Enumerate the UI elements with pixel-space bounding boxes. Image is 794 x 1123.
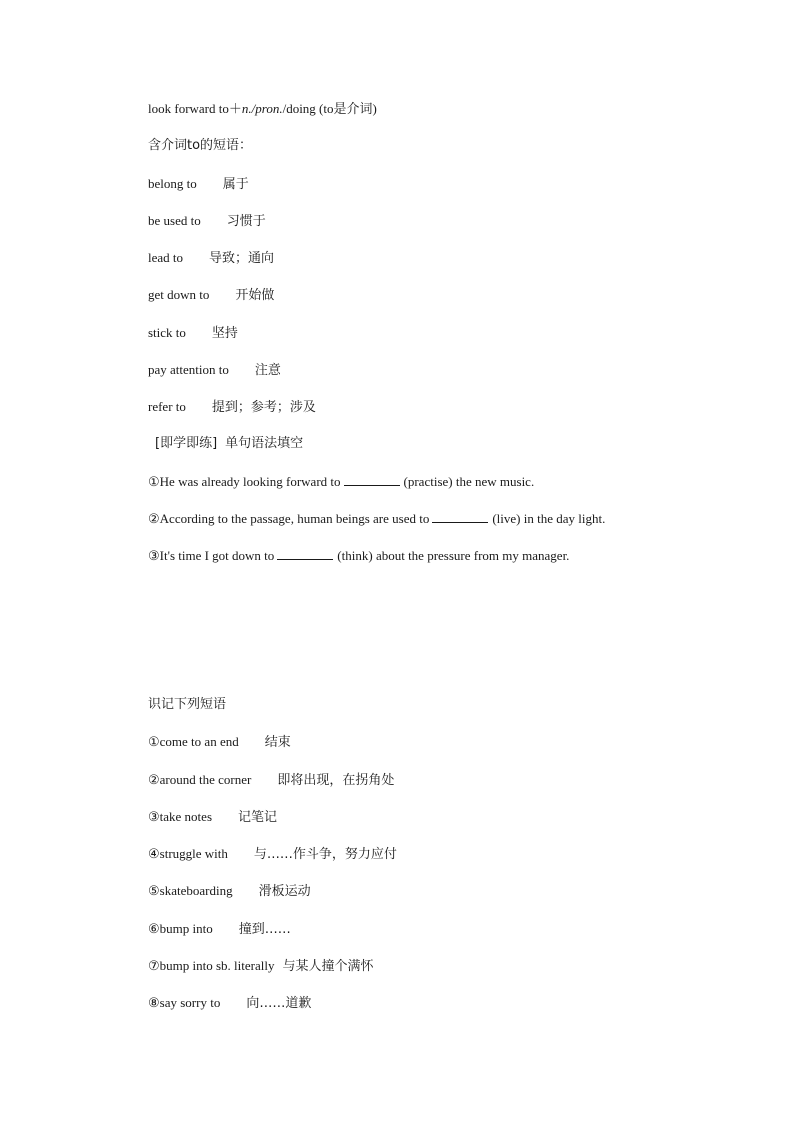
phrase-zh: 提到；参考；涉及 [211,400,316,415]
item-number: ④ [148,846,160,861]
item-zh: 撞到…… [238,922,291,937]
list-item [148,957,374,976]
exercise-hint: (think) [337,548,373,563]
practice-tag: [即学即练] [155,436,218,451]
exercise-item [148,547,569,565]
practice-title: 单句语法填空 [225,436,304,451]
rule-prefix: look forward to＋ [148,101,242,116]
item-number: ① [148,734,160,749]
item-en: struggle with [159,846,228,861]
item-number: ⑤ [148,883,160,898]
answer-blank [432,510,488,523]
item-en: around the corner [159,772,252,787]
rule-suffix: /doing (to是介词) [282,101,377,116]
answer-blank [344,473,400,486]
exercise-hint: (live) [492,511,521,526]
phrase-item [148,398,316,417]
item-zh: 与某人撞个满怀 [282,959,374,974]
item-en: skateboarding [159,883,233,898]
item-number: ③ [148,809,160,824]
phrase-zh: 属于 [222,177,249,192]
rule-italic: n./pron. [241,101,283,116]
phrase-item [148,249,274,268]
exercise-item [148,473,534,491]
phrase-en: belong to [148,176,197,191]
item-number: ② [148,772,160,787]
phrase-item [148,324,238,343]
phrase-zh: 注意 [254,363,281,378]
exercise-number: ① [148,474,160,489]
phrase-item [148,361,281,380]
item-en: bump into sb. literally [159,958,275,973]
exercise-text-after: in the day light. [523,511,606,526]
list-item [148,808,277,827]
phrase-en: be used to [148,213,201,228]
item-zh: 结束 [264,735,291,750]
item-zh: 与……作斗争，努力应付 [253,847,397,862]
item-number: ⑧ [148,995,160,1010]
phrase-zh: 坚持 [211,326,238,341]
exercise-text-before: It's time I got down to [159,548,275,563]
item-en: say sorry to [159,995,221,1010]
item-en: come to an end [159,734,239,749]
list-item [148,845,397,864]
item-en: take notes [159,809,212,824]
list-item [148,733,291,752]
phrase-en: refer to [148,399,186,414]
phrase-en: get down to [148,287,210,302]
exercise-text-before: According to the passage, human beings are used to [159,511,430,526]
list-item [148,994,311,1013]
phrase-zh: 开始做 [235,288,275,303]
phrase-item [148,286,274,305]
exercise-item [148,510,605,528]
exercise-text-before: He was already looking forward to [159,474,341,489]
phrase-en: lead to [148,250,184,265]
list-item [148,882,311,901]
grammar-rule [148,100,377,118]
exercise-hint: (practise) [403,474,453,489]
exercise-number: ③ [148,548,160,563]
phrase-zh: 习惯于 [226,214,266,229]
item-zh: 滑板运动 [258,884,311,899]
item-zh: 即将出现，在拐角处 [277,773,395,788]
phrase-item [148,212,266,231]
phrase-en: pay attention to [148,362,229,377]
exercise-text-after: about the pressure from my manager. [375,548,570,563]
exercise-number: ② [148,511,160,526]
phrase-en: stick to [148,325,186,340]
section2-heading: 识记下列短语 [148,697,227,712]
answer-blank [277,547,333,560]
item-zh: 向……道歉 [246,996,312,1011]
item-zh: 记笔记 [238,810,278,825]
phrase-item [148,175,249,194]
item-en: bump into [159,921,213,936]
exercise-text-after: the new music. [455,474,535,489]
list-item [148,920,291,939]
item-number: ⑦ [148,958,160,973]
phrases-heading: 含介词to的短语： [148,138,253,153]
item-number: ⑥ [148,921,160,936]
list-item [148,771,394,790]
practice-heading [155,435,303,453]
phrase-zh: 导致；通向 [209,251,275,266]
